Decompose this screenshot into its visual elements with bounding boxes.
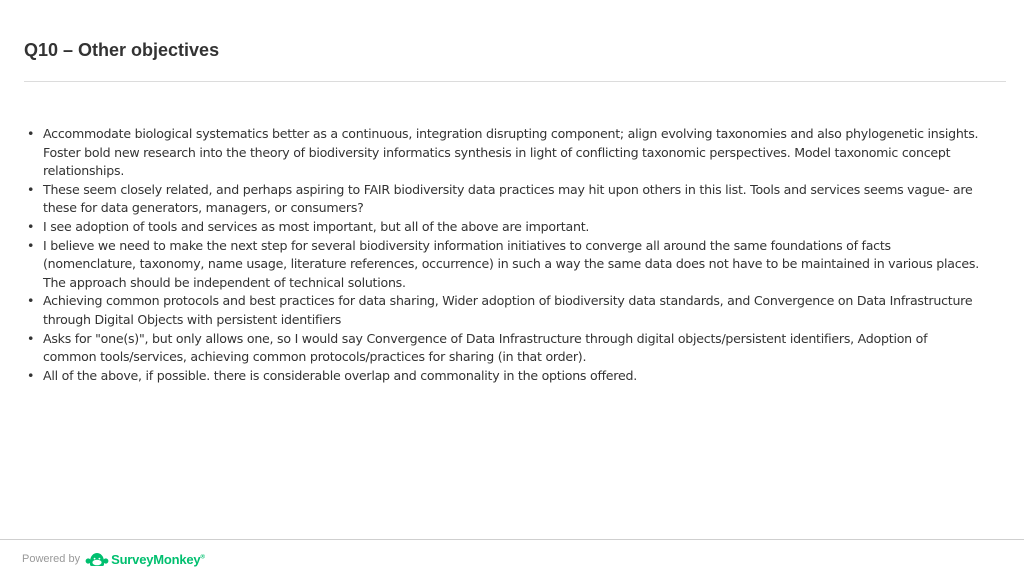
footer-divider (0, 539, 1024, 540)
list-item (24, 237, 984, 293)
surveymonkey-brand (111, 552, 205, 567)
response-text: These seem closely related, and perhaps aspiring to FAIR biodiversity data practices may hit upon others in this list. Tools and services seems vague- are these for data generators, managers, or consumers? (43, 181, 973, 216)
response-text: Asks for "one(s)", but only allows one, so I would say Convergence of Data Infrastructure through digital objects/persistent identifiers, Adoption of common tools/services, achieving common protocols/practices for sharing (in that order). (43, 330, 928, 365)
response-text: All of the above, if possible. there is considerable overlap and commonality in the options offered. (43, 367, 637, 383)
response-text: I see adoption of tools and services as most important, but all of the above are important. (43, 218, 590, 234)
bullet-icon: • (27, 181, 35, 197)
list-item (24, 292, 984, 329)
list-item (24, 367, 984, 386)
bullet-icon: • (27, 330, 35, 346)
list-item (24, 218, 984, 237)
bullet-icon: • (27, 293, 35, 309)
list-item (24, 330, 984, 367)
title-divider (24, 81, 1006, 82)
response-text: I believe we need to make the next step for several biodiversity information initiatives to converge all around the same foundations of facts (nomenclature, taxonomy, name usage, literature references, occurrence) in such a way the same data does not have to be maintained in various places. The approach should be independent of technical solutions. (43, 237, 979, 290)
registered-mark: ® (200, 554, 205, 561)
list-item (24, 125, 984, 181)
powered-by-footer (22, 548, 205, 570)
bullet-icon: • (27, 218, 35, 234)
bullet-icon: • (27, 237, 35, 253)
surveymonkey-logo-icon (85, 551, 109, 567)
bullet-icon: • (27, 126, 35, 141)
response-text: Achieving common protocols and best practices for data sharing, Wider adoption of biodiversity data standards, and Convergence on Data Infrastructure through Digital Objects with persistent identifiers (43, 293, 973, 327)
slide-title: Q10 – Other objectives (24, 40, 220, 60)
response-list (24, 125, 984, 385)
powered-by-label: Powered by (22, 553, 81, 565)
list-item (24, 181, 984, 218)
brand-name: SurveyMonkey (111, 551, 201, 567)
response-text: Accommodate biological systematics better as a continuous, integration disrupting component; align evolving taxonomies and also phylogenetic insights. Foster bold new research into the theory of biodiversity informatics synthesis in light of conflicting taxonomic perspectives. Model taxonomic concept relationships. (43, 126, 979, 179)
bullet-icon: • (27, 367, 35, 383)
